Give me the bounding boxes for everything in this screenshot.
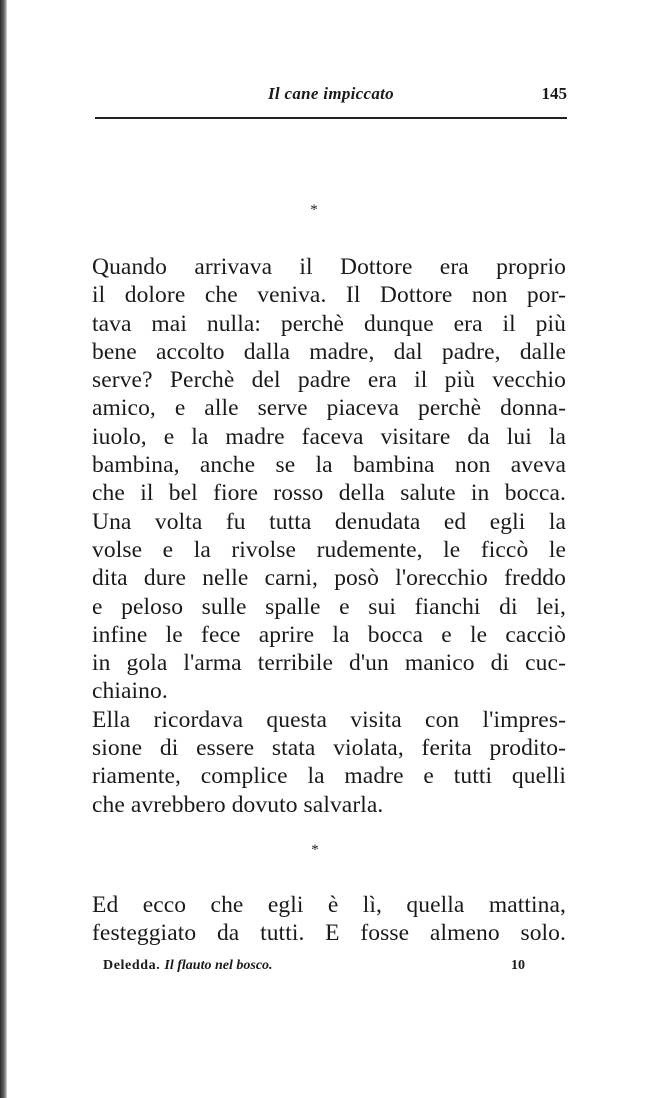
text-line: e peloso sulle spalle e sui fianchi di lei,: [92, 593, 566, 620]
text-line: serve? Perchè del padre era il più vecchio: [92, 367, 566, 394]
text-line: volse e la rivolse rudemente, le ficcò le: [92, 536, 566, 563]
text-line: riamente, complice la madre e tutti quelli: [92, 763, 566, 790]
text-line: che il bel fiore rosso della salute in bocca.: [92, 480, 566, 507]
text-line: dita dure nelle carni, posò l'orecchio freddo: [92, 565, 566, 592]
body-text-section-2: [92, 891, 566, 948]
text-line: festeggiato da tutti. E fosse almeno solo.: [92, 920, 566, 947]
text-line: che avrebbero dovuto salvarla.: [92, 791, 384, 818]
text-line: il dolore che veniva. Il Dottore non por-: [92, 282, 566, 309]
running-header: [95, 80, 567, 116]
page-footer: [95, 958, 567, 982]
running-title: Il cane impiccato: [268, 84, 394, 103]
text-line: chiaino.: [92, 678, 168, 705]
text-line: Ella ricordava questa visita con l'impres-: [92, 706, 566, 733]
text-line: in gola l'arma terribile d'un manico di cuc-: [92, 650, 566, 677]
text-line: Una volta fu tutta denudata ed egli la: [92, 508, 566, 535]
text-line: iuolo, e la madre faceva visitare da lui la: [92, 423, 566, 450]
signature-mark: 10: [511, 958, 525, 973]
book-spine-edge: [0, 0, 7, 1098]
text-line: bene accolto dalla madre, dal padre, dalle: [92, 338, 566, 365]
body-text-section-1: [92, 253, 566, 819]
header-rule: [95, 117, 567, 119]
text-line: sione di essere stata violata, ferita prodito-: [92, 735, 566, 762]
text-line: infine le fece aprire la bocca e le cacciò: [92, 621, 566, 648]
footer-author: Deledda.: [103, 958, 161, 973]
footer-book-title: Il flauto nel bosco.: [164, 958, 273, 973]
text-line: Quando arrivava il Dottore era proprio: [92, 254, 566, 280]
footer-imprint: [103, 958, 273, 974]
section-mark: *: [310, 202, 318, 218]
text-line: bambina, anche se la bambina non aveva: [92, 452, 566, 479]
text-line: tava mai nulla: perchè dunque era il più: [92, 310, 566, 337]
text-line: amico, e alle serve piaceva perchè donna-: [92, 395, 566, 422]
section-mark: *: [311, 842, 319, 858]
page-number: 145: [541, 84, 567, 103]
text-line: Ed ecco che egli è lì, quella mattina,: [92, 892, 566, 918]
